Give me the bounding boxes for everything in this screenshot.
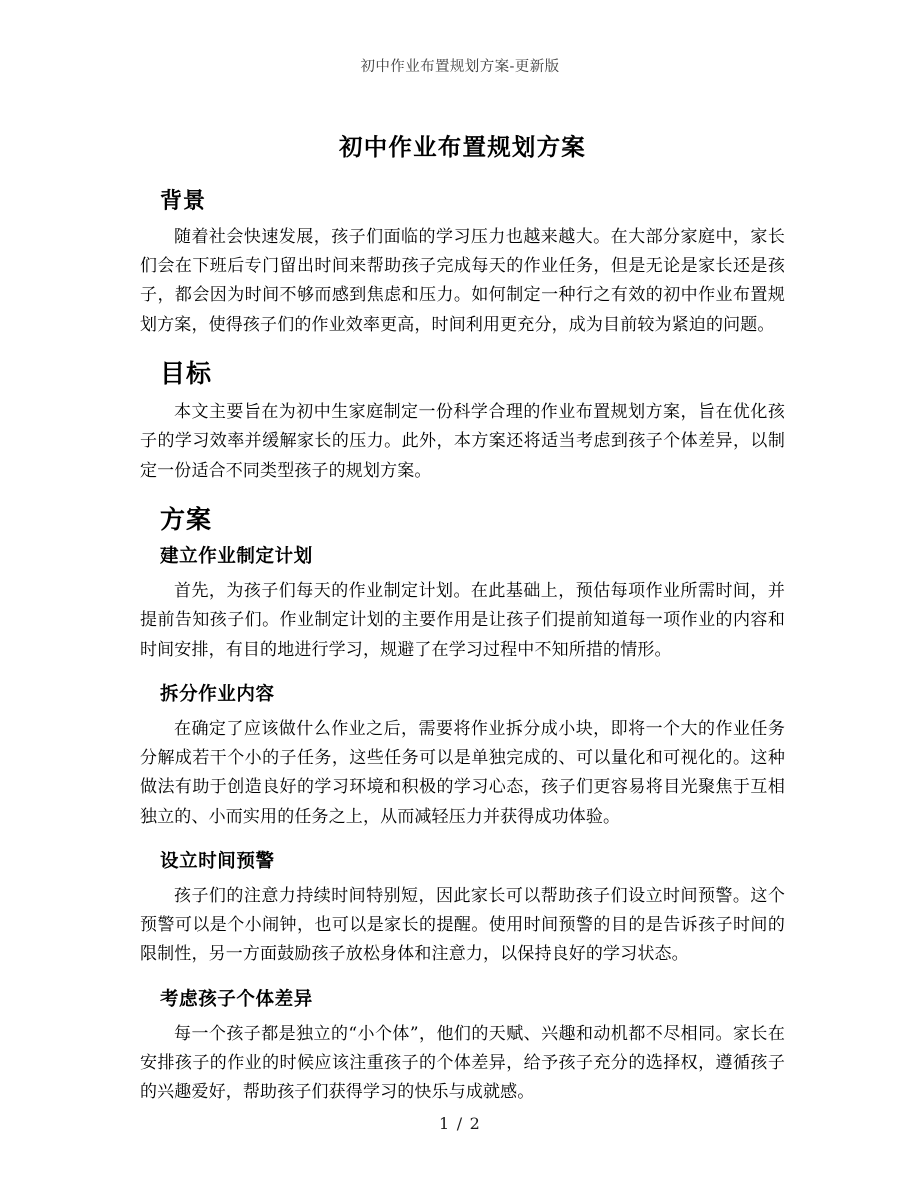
section-paragraph-goal: 本文主要旨在为初中生家庭制定一份科学合理的作业布置规划方案，旨在优化孩子的学习效率并缓解家长的压力。此外，本方案还将适当考虑到孩子个体差异，以制定一份适合不同类型孩子的规划方案。 [140,402,785,481]
section-paragraph-background: 随着社会快速发展，孩子们面临的学习压力也越来越大。在大部分家庭中，家长们会在下班后专门留出时间来帮助孩子完成每天的作业任务，但是无论是家长还是孩子，都会因为时间不够而感到焦虑和压力。如何制定一种行之有效的初中作业布置规划方案，使得孩子们的作业效率更高，时间利用更充分，成为目前较为紧迫的问题。 [140,227,785,335]
page-number-footer: 1 / 2 [439,1114,481,1133]
document-content [140,128,785,1125]
subsection-individual-differences [140,988,785,1108]
subsection-heading-establish-plan: 建立作业制定计划 [160,546,313,568]
running-header: 初中作业布置规划方案-更新版 [360,59,560,75]
subsection-paragraph-time-alert: 孩子们的注意力持续时间特别短，因此家长可以帮助孩子们设立时间预警。这个预警可以是个小闹钟，也可以是家长的提醒。使用时间预警的目的是告诉孩子时间的限制性，另一方面鼓励孩子放松身体和注意力，以保持良好的学习状态。 [140,885,785,965]
section-goal [140,358,785,486]
subsection-heading-individual-differences: 考虑孩子个体差异 [160,988,313,1010]
subsection-time-alert [140,850,785,970]
page-title: 初中作业布置规划方案 [339,133,586,161]
section-heading-background: 背景 [160,188,207,214]
subsection-paragraph-split-homework: 在确定了应该做什么作业之后，需要将作业拆分成小块，即将一个大的作业任务分解成若干个小的子任务，这些任务可以是单独完成的、可以量化和可视化的。这种做法有助于创造良好的学习环境和积极的学习心态，孩子们更容易将目光聚焦于互相独立的、小而实用的任务之上，从而减轻压力并获得成功体验。 [140,718,785,827]
section-plan [140,504,785,1107]
subsection-heading-time-alert: 设立时间预警 [160,850,275,872]
section-heading-goal: 目标 [160,358,213,388]
subsection-heading-split-homework: 拆分作业内容 [160,683,275,705]
section-heading-plan: 方案 [160,504,213,534]
subsection-paragraph-individual-differences: 每一个孩子都是独立的“小个体”，他们的天赋、兴趣和动机都不尽相同。家长在安排孩子的作业的时候应该注重孩子的个体差异，给予孩子充分的选择权，遵循孩子的兴趣爱好，帮助孩子们获得学习的快乐与成就感。 [140,1023,785,1103]
subsection-split-homework [140,683,785,832]
section-background [140,184,785,340]
subsection-establish-plan [140,545,785,665]
subsection-paragraph-establish-plan: 首先，为孩子们每天的作业制定计划。在此基础上，预估每项作业所需时间，并提前告知孩子们。作业制定计划的主要作用是让孩子们提前知道每一项作业的内容和时间安排，有目的地进行学习，规避了在学习过程中不知所措的情形。 [140,581,785,660]
